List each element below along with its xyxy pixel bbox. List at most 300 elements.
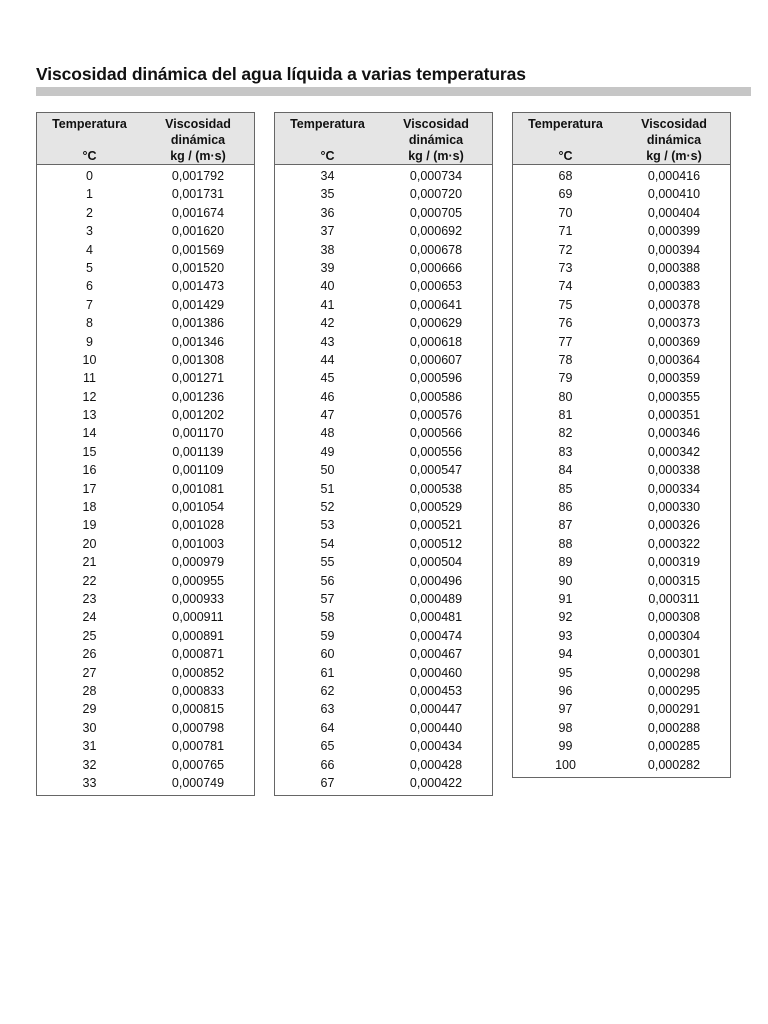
table-row (275, 737, 492, 755)
temperature-cell: 34 (320, 169, 335, 183)
table-row (513, 314, 730, 332)
temperature-cell: 99 (558, 739, 573, 754)
temperature-cell: 7 (86, 297, 93, 312)
viscosity-cell: 0,000359 (647, 371, 701, 386)
viscosity-column-header (618, 116, 730, 164)
table-row (275, 756, 492, 774)
table-row (275, 259, 492, 277)
table-row (275, 608, 492, 626)
viscosity-cell: 0,000618 (409, 334, 463, 349)
temperature-cell: 37 (320, 224, 335, 239)
viscosity-cell: 0,000440 (409, 720, 463, 735)
viscosity-cell: 0,000629 (409, 316, 463, 331)
viscosity-cell: 0,000566 (409, 426, 463, 441)
temperature-cell: 75 (558, 297, 573, 312)
temperature-cell: 61 (320, 665, 335, 680)
table-row (275, 443, 492, 461)
temperature-cell: 60 (320, 647, 335, 662)
temperature-cell: 86 (558, 500, 573, 515)
table-row (513, 277, 730, 295)
viscosity-cell: 0,000556 (409, 444, 463, 459)
table-row (37, 590, 254, 608)
viscosity-table-1 (36, 112, 255, 796)
temperature-cell: 45 (320, 371, 335, 386)
viscosity-cell: 0,000538 (409, 481, 463, 496)
temperature-unit-label: °C (558, 149, 573, 163)
viscosity-cell: 0,000282 (647, 757, 701, 772)
temperature-cell: 22 (82, 573, 97, 588)
viscosity-cell: 0,000342 (647, 444, 701, 459)
viscosity-cell: 0,000410 (647, 187, 701, 202)
viscosity-cell: 0,001028 (171, 518, 225, 533)
temperature-cell: 27 (82, 665, 97, 680)
temperature-cell: 79 (558, 371, 573, 386)
temperature-cell: 54 (320, 536, 335, 551)
viscosity-cell: 0,000422 (409, 775, 463, 790)
temperature-cell: 57 (320, 591, 335, 606)
table-row (275, 682, 492, 700)
temperature-cell: 30 (82, 720, 97, 735)
viscosity-header-line1: Viscosidad (641, 117, 707, 131)
temperature-cell: 62 (320, 683, 335, 698)
viscosity-cell: 0,000315 (647, 573, 701, 588)
temperature-cell: 29 (82, 702, 97, 717)
table-row (513, 406, 730, 424)
table-row (37, 222, 254, 240)
table-row (37, 333, 254, 351)
temperature-header-label: Temperatura (290, 117, 365, 131)
temperature-cell: 25 (82, 628, 97, 643)
temperature-cell: 1 (86, 187, 93, 202)
table-row (37, 516, 254, 534)
viscosity-cell: 0,000641 (409, 297, 463, 312)
table-body (275, 165, 492, 795)
table-row (275, 333, 492, 351)
temperature-cell: 44 (320, 352, 335, 367)
temperature-cell: 100 (555, 757, 576, 772)
temperature-cell: 3 (86, 224, 93, 239)
temperature-cell: 4 (86, 242, 93, 257)
temperature-cell: 70 (558, 205, 573, 220)
table-row (513, 443, 730, 461)
table-header (513, 113, 730, 165)
viscosity-cell: 0,000311 (648, 591, 700, 606)
temperature-cell: 48 (320, 426, 335, 441)
viscosity-cell: 0,001520 (171, 260, 225, 275)
temperature-cell: 17 (82, 481, 97, 496)
viscosity-cell: 0,001346 (171, 334, 225, 349)
viscosity-cell: 0,000428 (409, 757, 463, 772)
table-row (37, 241, 254, 259)
table-row (37, 535, 254, 553)
viscosity-cell: 0,001170 (172, 426, 224, 441)
viscosity-cell: 0,000489 (409, 591, 463, 606)
viscosity-cell: 0,000434 (409, 739, 463, 754)
temperature-cell: 12 (82, 389, 97, 404)
page-title: Viscosidad dinámica del agua líquida a varias temperaturas (36, 64, 526, 84)
table-row (37, 572, 254, 590)
viscosity-cell: 0,000481 (409, 610, 463, 625)
viscosity-cell: 0,000460 (409, 665, 463, 680)
table-row (37, 259, 254, 277)
temperature-cell: 43 (320, 334, 335, 349)
viscosity-cell: 0,000319 (647, 555, 701, 570)
table-row (513, 222, 730, 240)
viscosity-cell: 0,000334 (647, 481, 701, 496)
table-row (275, 277, 492, 295)
table-row (513, 572, 730, 590)
temperature-cell: 23 (82, 591, 97, 606)
temperature-cell: 73 (558, 260, 573, 275)
viscosity-cell: 0,000504 (409, 555, 463, 570)
table-row (513, 259, 730, 277)
table-row (37, 369, 254, 387)
viscosity-cell: 0,001429 (171, 297, 225, 312)
table-row (275, 296, 492, 314)
viscosity-cell: 0,001620 (171, 224, 225, 239)
temperature-cell: 35 (320, 187, 335, 202)
temperature-cell: 66 (320, 757, 335, 772)
viscosity-cell: 0,000373 (647, 316, 701, 331)
temperature-cell: 10 (82, 352, 97, 367)
temperature-cell: 11 (83, 371, 96, 386)
viscosity-cell: 0,000383 (647, 279, 701, 294)
viscosity-cell: 0,000453 (409, 683, 463, 698)
table-row (513, 590, 730, 608)
viscosity-table-3 (512, 112, 731, 778)
temperature-cell: 46 (320, 389, 335, 404)
temperature-cell: 78 (558, 352, 573, 367)
temperature-cell: 20 (82, 536, 97, 551)
viscosity-cell: 0,000291 (647, 702, 701, 717)
temperature-cell: 84 (558, 463, 573, 478)
temperature-cell: 96 (558, 683, 573, 698)
temperature-cell: 9 (86, 334, 93, 349)
table-row (513, 461, 730, 479)
viscosity-cell: 0,001003 (171, 536, 225, 551)
temperature-cell: 14 (82, 426, 97, 441)
temperature-cell: 98 (558, 720, 573, 735)
viscosity-cell: 0,000653 (409, 279, 463, 294)
table-row (37, 664, 254, 682)
viscosity-cell: 0,000911 (172, 610, 224, 625)
viscosity-cell: 0,000692 (409, 224, 463, 239)
table-row (275, 627, 492, 645)
temperature-column-header (513, 116, 618, 163)
viscosity-cell: 0,000852 (171, 665, 225, 680)
table-row (513, 480, 730, 498)
table-row (37, 204, 254, 222)
table-row (275, 480, 492, 498)
table-row (513, 185, 730, 203)
viscosity-cell: 0,000355 (647, 389, 701, 404)
temperature-cell: 87 (558, 518, 573, 533)
temperature-cell: 91 (558, 591, 573, 606)
table-row (275, 590, 492, 608)
table-row (37, 645, 254, 663)
temperature-column-header (37, 116, 142, 163)
temperature-cell: 88 (558, 536, 573, 551)
table-row (513, 296, 730, 314)
table-row (37, 388, 254, 406)
viscosity-cell: 0,000295 (647, 683, 701, 698)
viscosity-cell: 0,001674 (171, 205, 225, 220)
viscosity-cell: 0,000467 (409, 647, 463, 662)
viscosity-cell: 0,001081 (171, 481, 225, 496)
viscosity-cell: 0,000891 (171, 628, 225, 643)
viscosity-cell: 0,000871 (171, 647, 225, 662)
viscosity-cell: 0,000298 (647, 665, 701, 680)
viscosity-cell: 0,001731 (171, 187, 225, 202)
viscosity-cell: 0,001202 (171, 408, 225, 423)
temperature-cell: 97 (558, 702, 573, 717)
temperature-header-label: Temperatura (528, 117, 603, 131)
viscosity-cell: 0,000369 (647, 334, 701, 349)
temperature-cell: 41 (320, 297, 335, 312)
table-row (513, 700, 730, 718)
viscosity-cell: 0,001236 (171, 389, 225, 404)
table-row (275, 461, 492, 479)
viscosity-cell: 0,000833 (171, 683, 225, 698)
temperature-cell: 82 (558, 426, 573, 441)
temperature-cell: 63 (320, 702, 335, 717)
temperature-cell: 32 (82, 757, 97, 772)
temperature-cell: 6 (86, 279, 93, 294)
temperature-column-header (275, 116, 380, 163)
viscosity-cell: 0,000304 (647, 628, 701, 643)
table-row (513, 204, 730, 222)
table-row (513, 682, 730, 700)
viscosity-cell: 0,000364 (647, 352, 701, 367)
viscosity-cell: 0,000378 (647, 297, 701, 312)
viscosity-cell: 0,000979 (171, 555, 225, 570)
viscosity-cell: 0,000586 (409, 389, 463, 404)
table-row (275, 222, 492, 240)
viscosity-cell: 0,000394 (647, 242, 701, 257)
viscosity-cell: 0,001308 (171, 352, 225, 367)
table-row (513, 645, 730, 663)
temperature-cell: 31 (82, 739, 97, 754)
viscosity-cell: 0,001139 (172, 444, 224, 459)
viscosity-table-2 (274, 112, 493, 796)
table-row (37, 774, 254, 792)
temperature-cell: 33 (82, 775, 97, 790)
temperature-cell: 95 (558, 665, 573, 680)
table-row (513, 664, 730, 682)
temperature-cell: 28 (82, 683, 97, 698)
table-row (275, 498, 492, 516)
table-row (37, 424, 254, 442)
table-row (275, 645, 492, 663)
table-row (37, 480, 254, 498)
temperature-cell: 74 (558, 279, 573, 294)
viscosity-cell: 0,001386 (171, 316, 225, 331)
viscosity-column-header (380, 116, 492, 164)
viscosity-header-line2: dinámica (170, 133, 226, 147)
viscosity-cell: 0,000326 (647, 518, 701, 533)
table-row (275, 204, 492, 222)
viscosity-cell: 0,000399 (647, 224, 701, 239)
table-row (37, 351, 254, 369)
viscosity-cell: 0,000765 (171, 757, 225, 772)
viscosity-cell: 0,000308 (647, 610, 701, 625)
temperature-cell: 0 (86, 169, 93, 183)
temperature-cell: 5 (86, 260, 93, 275)
table-row (513, 424, 730, 442)
viscosity-cell: 0,000576 (409, 408, 463, 423)
viscosity-cell: 0,000705 (409, 205, 463, 220)
viscosity-cell: 0,001271 (171, 371, 225, 386)
viscosity-cell: 0,000346 (647, 426, 701, 441)
viscosity-cell: 0,000666 (409, 260, 463, 275)
viscosity-cell: 0,000521 (409, 518, 463, 533)
viscosity-cell: 0,000404 (647, 205, 701, 220)
temperature-cell: 64 (320, 720, 335, 735)
temperature-cell: 71 (558, 224, 573, 239)
table-row (37, 167, 254, 185)
table-row (275, 774, 492, 792)
table-row (275, 167, 492, 185)
table-row (37, 296, 254, 314)
table-row (37, 700, 254, 718)
table-row (37, 406, 254, 424)
table-row (513, 498, 730, 516)
table-row (37, 498, 254, 516)
temperature-cell: 8 (86, 316, 93, 331)
temperature-cell: 94 (558, 647, 573, 662)
viscosity-column-header (142, 116, 254, 164)
viscosity-cell: 0,000798 (171, 720, 225, 735)
table-row (513, 553, 730, 571)
viscosity-cell: 0,000529 (409, 500, 463, 515)
table-row (275, 241, 492, 259)
table-body (37, 165, 254, 795)
temperature-cell: 80 (558, 389, 573, 404)
table-row (513, 333, 730, 351)
viscosity-cell: 0,000678 (409, 242, 463, 257)
viscosity-header-line1: Viscosidad (403, 117, 469, 131)
table-row (275, 388, 492, 406)
viscosity-cell: 0,000416 (647, 169, 701, 183)
table-row (275, 369, 492, 387)
viscosity-cell: 0,000512 (409, 536, 463, 551)
table-row (37, 608, 254, 626)
table-row (275, 535, 492, 553)
table-row (37, 756, 254, 774)
viscosity-cell: 0,000301 (647, 647, 701, 662)
table-row (37, 443, 254, 461)
table-row (513, 351, 730, 369)
viscosity-cell: 0,001054 (171, 500, 225, 515)
table-row (37, 627, 254, 645)
table-row (37, 461, 254, 479)
table-row (513, 737, 730, 755)
viscosity-cell: 0,000955 (171, 573, 225, 588)
viscosity-header-line1: Viscosidad (165, 117, 231, 131)
temperature-cell: 47 (320, 408, 335, 423)
temperature-cell: 16 (82, 463, 97, 478)
table-row (275, 553, 492, 571)
temperature-header-label: Temperatura (52, 117, 127, 131)
table-row (513, 167, 730, 185)
viscosity-unit-label: kg / (m·s) (408, 149, 464, 163)
viscosity-cell: 0,000447 (409, 702, 463, 717)
temperature-cell: 53 (320, 518, 335, 533)
table-row (275, 406, 492, 424)
viscosity-unit-label: kg / (m·s) (170, 149, 226, 163)
table-row (275, 572, 492, 590)
temperature-unit-label: °C (320, 149, 335, 163)
temperature-cell: 36 (320, 205, 335, 220)
temperature-cell: 52 (320, 500, 335, 515)
temperature-cell: 90 (558, 573, 573, 588)
temperature-cell: 56 (320, 573, 335, 588)
viscosity-cell: 0,000749 (171, 775, 225, 790)
viscosity-cell: 0,000720 (409, 187, 463, 202)
table-row (513, 627, 730, 645)
table-row (37, 737, 254, 755)
table-row (37, 185, 254, 203)
temperature-cell: 51 (320, 481, 335, 496)
viscosity-cell: 0,000496 (409, 573, 463, 588)
temperature-cell: 68 (558, 169, 573, 183)
viscosity-cell: 0,000351 (647, 408, 701, 423)
temperature-unit-label: °C (82, 149, 97, 163)
viscosity-cell: 0,000474 (409, 628, 463, 643)
temperature-cell: 21 (82, 555, 97, 570)
temperature-cell: 58 (320, 610, 335, 625)
title-underline-bar (36, 87, 751, 96)
temperature-cell: 26 (82, 647, 97, 662)
table-row (513, 756, 730, 774)
temperature-cell: 65 (320, 739, 335, 754)
viscosity-cell: 0,001473 (171, 279, 225, 294)
temperature-cell: 67 (320, 775, 335, 790)
table-row (275, 700, 492, 718)
temperature-cell: 2 (86, 205, 93, 220)
viscosity-cell: 0,000815 (171, 702, 225, 717)
table-header (275, 113, 492, 165)
viscosity-cell: 0,000338 (647, 463, 701, 478)
temperature-cell: 81 (558, 408, 573, 423)
table-row (37, 682, 254, 700)
temperature-cell: 15 (82, 444, 97, 459)
temperature-cell: 39 (320, 260, 335, 275)
temperature-cell: 72 (558, 242, 573, 257)
viscosity-cell: 0,001792 (171, 169, 225, 183)
table-row (513, 241, 730, 259)
viscosity-cell: 0,000288 (647, 720, 701, 735)
viscosity-cell: 0,000607 (409, 352, 463, 367)
table-row (37, 277, 254, 295)
table-row (275, 424, 492, 442)
temperature-cell: 92 (558, 610, 573, 625)
table-row (37, 553, 254, 571)
temperature-cell: 77 (558, 334, 573, 349)
temperature-cell: 85 (558, 481, 573, 496)
viscosity-cell: 0,000285 (647, 739, 701, 754)
temperature-cell: 93 (558, 628, 573, 643)
temperature-cell: 19 (82, 518, 97, 533)
viscosity-unit-label: kg / (m·s) (646, 149, 702, 163)
table-header (37, 113, 254, 165)
table-row (37, 314, 254, 332)
table-row (275, 351, 492, 369)
table-row (275, 314, 492, 332)
temperature-cell: 50 (320, 463, 335, 478)
temperature-cell: 89 (558, 555, 573, 570)
table-row (275, 516, 492, 534)
